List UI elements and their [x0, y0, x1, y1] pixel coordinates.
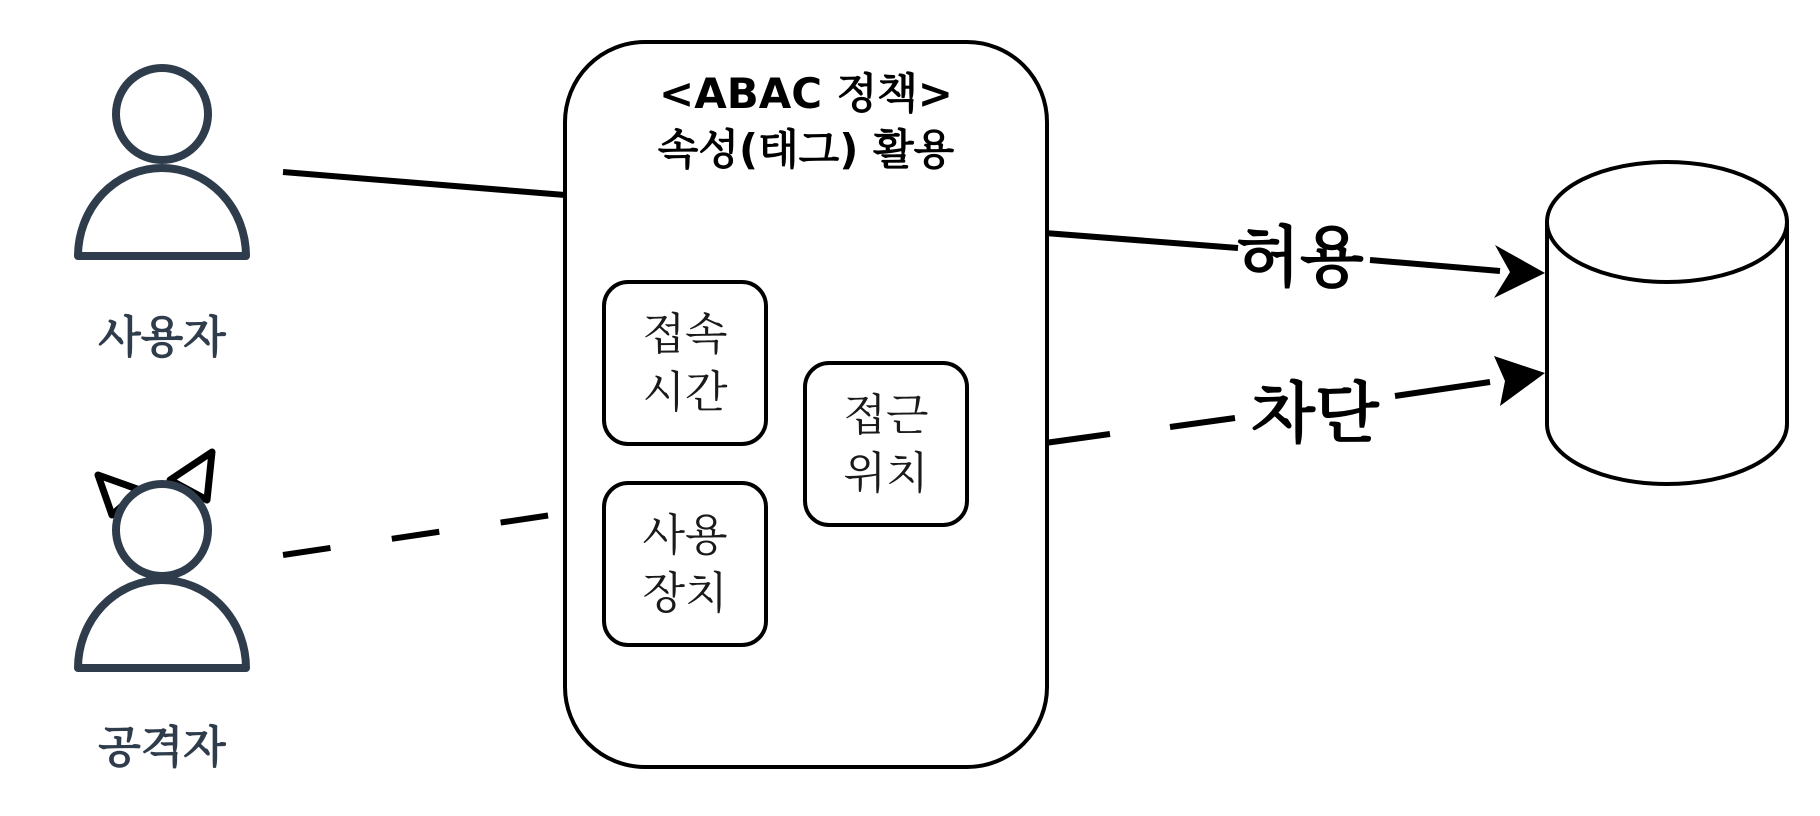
user-label: 사용자 [98, 312, 226, 363]
block-line-seg3 [1395, 382, 1490, 396]
policy-title-line1: <ABAC 정책> [659, 69, 953, 118]
attacker-label: 공격자 [98, 722, 226, 773]
block-label: 차단 [1251, 375, 1379, 452]
allow-line [1045, 233, 1238, 248]
attribute-device-line1: 사용 [642, 510, 728, 561]
attacker-icon [78, 452, 246, 668]
attribute-location [805, 363, 967, 525]
allow-line-tail [1370, 260, 1500, 271]
attribute-access-time [604, 282, 766, 444]
attribute-location-line2: 위치 [843, 448, 929, 499]
attribute-access-time-line1: 접속 [642, 309, 728, 360]
attribute-access-time-line2: 시간 [642, 367, 728, 418]
block-line [1045, 434, 1110, 443]
block-line-seg2 [1170, 418, 1235, 427]
allow-label: 허용 [1236, 219, 1364, 296]
block-arrowhead [1494, 356, 1545, 406]
policy-title-line2: 속성(태그) 활용 [657, 125, 955, 174]
attacker-to-policy-line [283, 513, 565, 555]
user-icon [78, 68, 246, 256]
attribute-location-line1: 접근 [843, 390, 929, 441]
allow-arrowhead [1494, 245, 1545, 298]
user-to-policy-line [283, 172, 565, 195]
database-icon [1547, 162, 1787, 484]
attribute-device-line2: 장치 [642, 568, 728, 619]
attribute-device [604, 483, 766, 645]
